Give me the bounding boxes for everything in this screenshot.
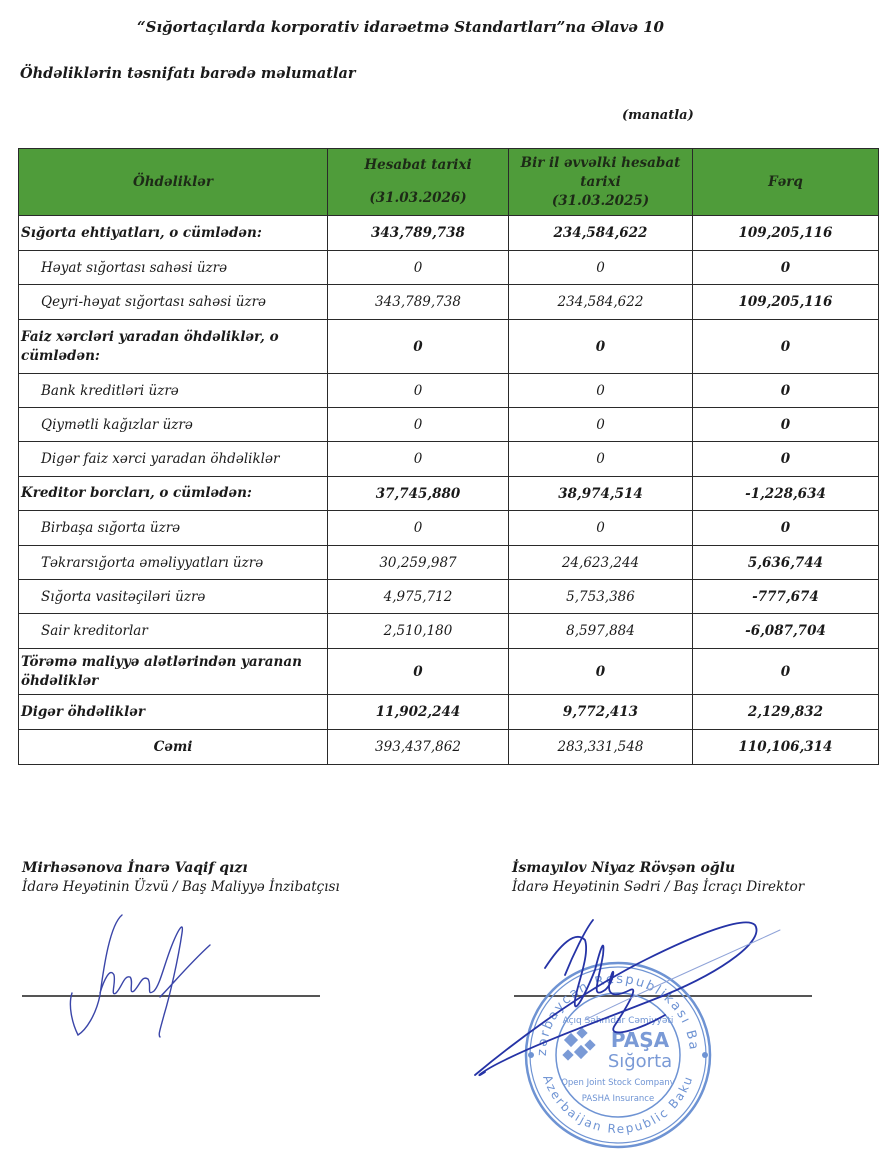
current-value: 2,510,180	[328, 614, 509, 649]
previous-value: 234,584,622	[509, 285, 693, 320]
current-value: 0	[328, 442, 509, 477]
table-row	[19, 285, 879, 320]
table-row	[19, 695, 879, 730]
row-label: Kreditor borcları, o cümlədən:	[19, 477, 328, 511]
current-value: 0	[328, 251, 509, 285]
row-label: Faiz xərcləri yaradan öhdəliklər, o cümlədən:	[19, 320, 328, 374]
previous-value: 234,584,622	[509, 216, 693, 251]
table-row	[19, 614, 879, 649]
signatory-left	[22, 860, 340, 895]
previous-value: 9,772,413	[509, 695, 693, 730]
table-row	[19, 251, 879, 285]
difference-value: -6,087,704	[693, 614, 879, 649]
table-row	[19, 649, 879, 695]
previous-value: 0	[509, 408, 693, 442]
signatory-right	[512, 860, 804, 895]
previous-value: 38,974,514	[509, 477, 693, 511]
stamp-company-line2: Sığorta	[607, 1051, 673, 1072]
column-header-difference	[693, 149, 879, 216]
table-row	[19, 320, 879, 374]
signatory-name: İsmayılov Niyaz Rövşən oğlu	[512, 860, 736, 876]
previous-value: 0	[509, 649, 693, 695]
table-row	[19, 408, 879, 442]
difference-value: 0	[693, 511, 879, 546]
previous-value: 283,331,548	[509, 730, 693, 765]
table-row	[19, 580, 879, 614]
stamp-english-line1: Open Joint Stock Company	[561, 1078, 675, 1088]
previous-value: 0	[509, 442, 693, 477]
column-header-date: (31.03.2026)	[369, 190, 467, 206]
current-value: 0	[328, 320, 509, 374]
appendix-title: “Sığortaçılarda korporativ idarəetmə Standartları”na Əlavə 10	[137, 18, 664, 36]
previous-value: 0	[509, 251, 693, 285]
row-label: Sığorta ehtiyatları, o cümlədən:	[19, 216, 328, 251]
row-label: Digər öhdəliklər	[19, 695, 328, 730]
row-label: Təkrarsığorta əməliyyatları üzrə	[19, 546, 328, 580]
previous-value: 0	[509, 374, 693, 408]
table-row	[19, 442, 879, 477]
table-total-row	[19, 730, 879, 765]
stamp-outer-text-en: Azerbaijan Republic Baku	[540, 1073, 696, 1137]
table-row	[19, 477, 879, 511]
difference-value: 109,205,116	[693, 285, 879, 320]
column-header-date: (31.03.2025)	[551, 192, 650, 209]
signatory-role: İdarə Heyətinin Üzvü / Baş Maliyyə İnzibatçısı	[22, 879, 340, 895]
row-label: Bank kreditləri üzrə	[19, 374, 328, 408]
difference-value: 0	[693, 408, 879, 442]
row-label: Birbaşa sığorta üzrə	[19, 511, 328, 546]
current-value: 0	[328, 649, 509, 695]
current-value: 30,259,987	[328, 546, 509, 580]
row-label: Qiymətli kağızlar üzrə	[19, 408, 328, 442]
document-title: Öhdəliklərin təsnifatı barədə məlumatlar	[20, 65, 356, 82]
column-header-text: tarixi	[580, 173, 621, 190]
signatory-role: İdarə Heyətinin Sədri / Baş İcraçı Direktor	[512, 879, 805, 895]
table-header-row	[19, 149, 879, 216]
stamp-outer-text: Azərbaycan Respublikası Bakı	[512, 944, 702, 1057]
column-header-text: Fərq	[768, 173, 803, 190]
column-header-text: Öhdəliklər	[132, 173, 214, 190]
difference-value: 0	[693, 374, 879, 408]
current-value: 393,437,862	[328, 730, 509, 765]
column-header-text: Hesabat tarixi	[364, 157, 472, 173]
table-row	[19, 511, 879, 546]
stamp-inner-text: Açıq Səhmdar Cəmiyyəti	[562, 1016, 674, 1026]
current-value: 343,789,738	[328, 216, 509, 251]
liabilities-table	[18, 148, 879, 765]
table-row	[19, 216, 879, 251]
difference-value: 0	[693, 442, 879, 477]
previous-value: 5,753,386	[509, 580, 693, 614]
signatory-name: Mirhəsənova İnarə Vaqif qızı	[22, 860, 248, 876]
column-header-current	[328, 149, 509, 216]
previous-value: 0	[509, 511, 693, 546]
row-label: Törəmə maliyyə alətlərindən yaranan öhdəliklər	[19, 649, 328, 695]
difference-value: 0	[693, 251, 879, 285]
row-label: Həyat sığortası sahəsi üzrə	[19, 251, 328, 285]
stamp-company-line1: PAŞA	[610, 1028, 670, 1052]
difference-value: 110,106,314	[693, 730, 879, 765]
column-header-liabilities	[19, 149, 328, 216]
current-value: 0	[328, 511, 509, 546]
row-label: Sair kreditorlar	[19, 614, 328, 649]
current-value: 0	[328, 374, 509, 408]
row-label: Digər faiz xərci yaradan öhdəliklər	[19, 442, 328, 477]
handwritten-signature-left	[60, 905, 240, 1040]
stamp-english-line2: PASHA Insurance	[581, 1094, 655, 1104]
table-row	[19, 374, 879, 408]
previous-value: 0	[509, 320, 693, 374]
difference-value: 0	[693, 320, 879, 374]
current-value: 37,745,880	[328, 477, 509, 511]
column-header-previous	[509, 149, 693, 216]
current-value: 343,789,738	[328, 285, 509, 320]
difference-value: -777,674	[693, 580, 879, 614]
column-header-text: Bir il əvvəlki hesabat	[520, 154, 681, 171]
difference-value: 5,636,744	[693, 546, 879, 580]
previous-value: 24,623,244	[509, 546, 693, 580]
handwritten-signature-right	[465, 900, 785, 1080]
row-label: Qeyri-həyat sığortası sahəsi üzrə	[19, 285, 328, 320]
currency-unit: (manatla)	[622, 108, 694, 123]
table-row	[19, 546, 879, 580]
row-label: Cəmi	[19, 730, 328, 765]
current-value: 4,975,712	[328, 580, 509, 614]
difference-value: -1,228,634	[693, 477, 879, 511]
difference-value: 0	[693, 649, 879, 695]
previous-value: 8,597,884	[509, 614, 693, 649]
current-value: 11,902,244	[328, 695, 509, 730]
difference-value: 109,205,116	[693, 216, 879, 251]
row-label: Sığorta vasitəçiləri üzrə	[19, 580, 328, 614]
difference-value: 2,129,832	[693, 695, 879, 730]
current-value: 0	[328, 408, 509, 442]
